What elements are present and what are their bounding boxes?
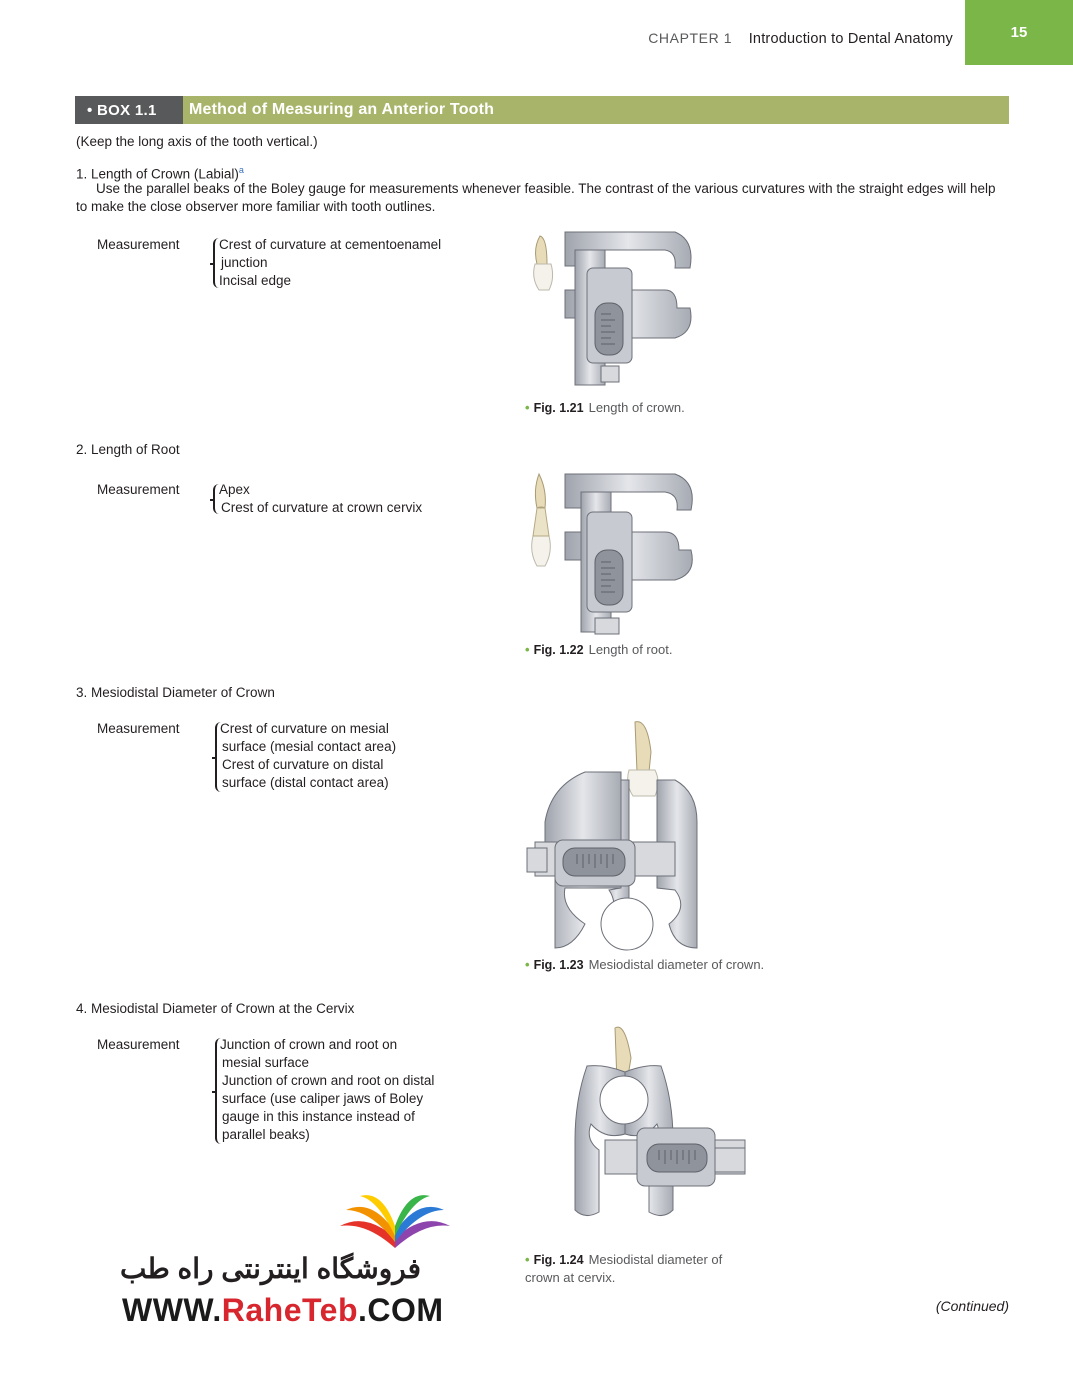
running-header [648, 30, 953, 47]
box-title: Method of Measuring an Anterior Tooth [183, 96, 1009, 124]
bullet-icon: • [525, 957, 530, 972]
section-2-heading: 2. Length of Root [76, 442, 180, 457]
measurement-point: Apex [219, 482, 250, 497]
section-2-measurement-points [219, 481, 422, 517]
chapter-title: Introduction to Dental Anatomy [748, 31, 953, 47]
measurement-point: Crest of curvature at crown cervix [221, 500, 423, 515]
section-2-measurement-label: Measurement [97, 482, 180, 497]
figure-caption [525, 399, 685, 417]
section-1-measurement-label: Measurement [97, 237, 180, 252]
measurement-point: Crest of curvature on mesial [220, 721, 389, 736]
bullet-icon: • [525, 642, 530, 657]
footnote-marker[interactable]: a [238, 165, 244, 175]
section-1-heading-text: 1. Length of Crown (Labial) [76, 166, 239, 182]
figure-label: Fig. 1.21 [533, 401, 584, 415]
measurement-point: surface (mesial contact area) [222, 739, 397, 754]
measurement-point: surface (use caliper jaws of Boley [222, 1091, 424, 1106]
url-prefix: WWW. [122, 1292, 222, 1328]
boley-gauge-mesiodistal-cervix-figure [565, 1020, 750, 1225]
measurement-point: Junction of crown and root on [220, 1037, 398, 1052]
figure-caption [525, 1251, 722, 1287]
book-logo-icon [336, 1192, 454, 1250]
figure-caption [525, 956, 764, 974]
figure-label: Fig. 1.23 [533, 958, 584, 972]
measurement-point: surface (distal contact area) [222, 775, 389, 790]
figure-caption [525, 641, 672, 659]
figure-caption-text: Mesiodistal diameter of [588, 1252, 723, 1267]
boley-gauge-root-length-figure [525, 470, 700, 638]
section-3-measurement-points [220, 720, 396, 792]
section-4-heading: 4. Mesiodistal Diameter of Crown at the Cervix [76, 1001, 355, 1016]
watermark-persian-text: فروشگاه اینترنتی راه طب [120, 1253, 422, 1284]
measurement-point: mesial surface [222, 1055, 310, 1070]
figure-caption-text: Length of root. [588, 642, 673, 657]
boley-gauge-crown-length-figure [525, 228, 700, 388]
watermark-url[interactable] [122, 1292, 444, 1329]
url-brand: RaheTeb [221, 1292, 358, 1328]
box-number: • BOX 1.1 [75, 96, 183, 124]
intro-note: (Keep the long axis of the tooth vertical.) [76, 134, 318, 149]
section-3-heading: 3. Mesiodistal Diameter of Crown [76, 685, 275, 700]
figure-caption-text: Length of crown. [588, 400, 685, 415]
chapter-label: CHAPTER 1 [648, 30, 733, 46]
boley-gauge-mesiodistal-crown-figure [525, 712, 700, 954]
figure-label: Fig. 1.22 [533, 643, 584, 657]
figure-caption-text: Mesiodistal diameter of crown. [588, 957, 765, 972]
bullet-icon: • [525, 1252, 530, 1267]
page-number: 15 [965, 0, 1073, 65]
url-suffix: .COM [358, 1292, 444, 1328]
section-1-paragraph: Use the parallel beaks of the Boley gauge for measurements whenever feasible. The contrast of the various curvatures with the straight edges will help to make the close observer more familiar with tooth outlines. [76, 181, 996, 214]
box-title-bar [75, 96, 1009, 124]
measurement-point: gauge in this instance instead of [222, 1109, 415, 1124]
measurement-point: Incisal edge [219, 273, 292, 288]
measurement-point: Junction of crown and root on distal [222, 1073, 435, 1088]
bullet-icon: • [525, 400, 530, 415]
continued-note: (Continued) [935, 1298, 1009, 1314]
section-4-measurement-points [220, 1036, 434, 1144]
section-1-measurement-points [219, 236, 441, 290]
measurement-point: junction [221, 255, 268, 270]
measurement-point: Crest of curvature at cementoenamel [219, 237, 442, 252]
figure-label: Fig. 1.24 [533, 1253, 584, 1267]
measurement-point: Crest of curvature on distal [222, 757, 384, 772]
measurement-point: parallel beaks) [222, 1127, 310, 1142]
figure-caption-text: crown at cervix. [525, 1270, 616, 1285]
section-4-measurement-label: Measurement [97, 1037, 180, 1052]
section-3-measurement-label: Measurement [97, 721, 180, 736]
